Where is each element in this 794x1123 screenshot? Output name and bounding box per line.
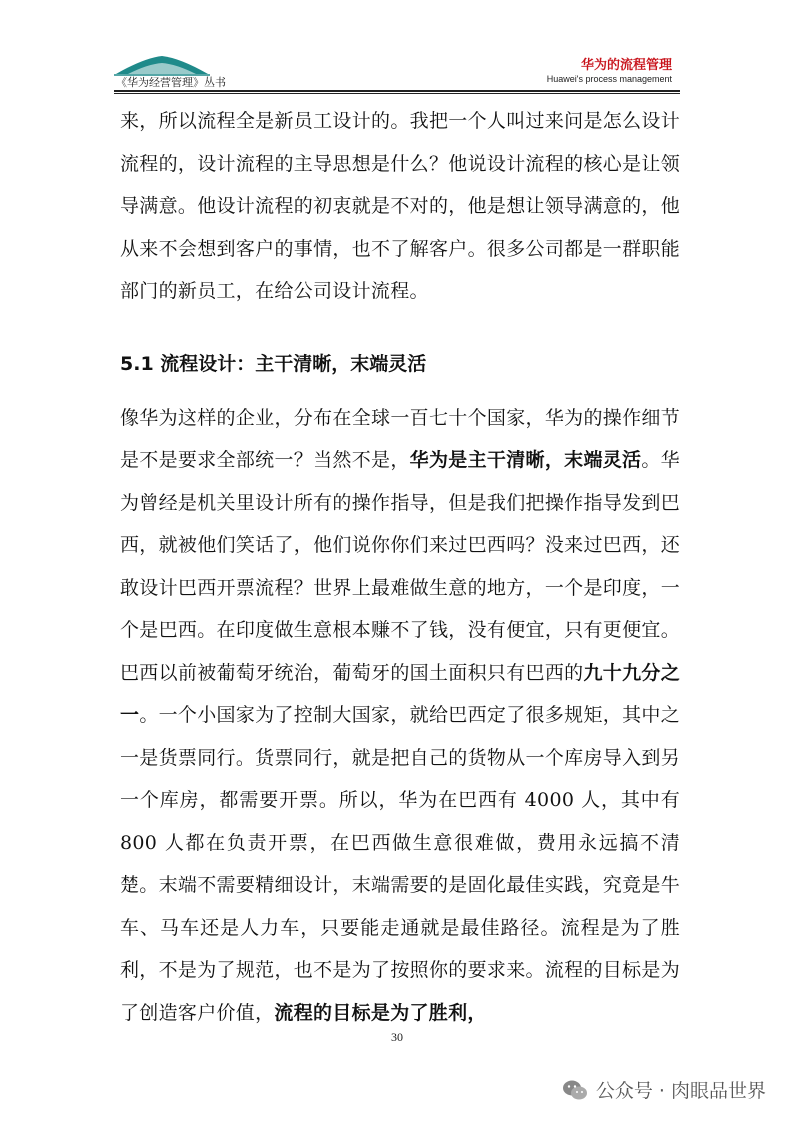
header-divider-thin [114, 93, 680, 94]
para2-bold-d: 九十九分之一 [120, 661, 680, 726]
series-title: 《华为经营管理》丛书 [116, 76, 226, 89]
page-number: 30 [391, 1030, 403, 1044]
brand-title-cn: 华为的流程管理 [580, 58, 672, 73]
para2-text-e: 。一个小国家为了控制大国家，就给巴西定了很多规矩，其中之一是货票同行。货票同行，就是把自己的货物从一个库房导入到另一个库房，都需要开票。所以，华为在巴西有 4000 人，其中有 800 人都在负责开票，在巴西做生意很难做，费用永远搞不清楚。末端不需要精细设计，末端需要的是固化最佳实践，究竟是牛车、马车还是人力车，只要能走通就是最佳路径。流程是为了胜利，不是为了规范，也不是为了按照你的要求来。流程的目标是为了创造客户价值， [120, 704, 680, 1024]
para2-bold-b: 华为是主干清晰，末端灵活 [409, 449, 642, 471]
brand-block [547, 58, 672, 85]
paragraph-1: 来，所以流程全是新员工设计的。我把一个人叫过来问是怎么设计流程的，设计流程的主导思想是什么？他说设计流程的核心是让领导满意。他设计流程的初衷就是不对的，他是想让领导满意的，他从来不会想到客户的事情，也不了解客户。很多公司都是一群职能部门的新员工，在给公司设计流程。 [120, 110, 680, 302]
watermark-text: 公众号 · 肉眼品世界 [595, 1080, 766, 1102]
brand-title-en: Huawei's process management [546, 74, 672, 84]
page-header [0, 0, 794, 100]
paragraph-2 [120, 397, 680, 1035]
para2-text-c: 。华为曾经是机关里设计所有的操作指导，但是我们把操作指导发到巴西，就被他们笑话了，他们说你你们来过巴西吗？没来过巴西，还敢设计巴西开票流程？世界上最难做生意的地方，一个是印度，一个是巴西。在印度做生意根本赚不了钱，没有便宜，只有更便宜。巴西以前被葡萄牙统治，葡萄牙的国土面积只有巴西的 [120, 449, 680, 684]
wechat-icon [562, 1079, 588, 1101]
para2-text-a: 像华为这样的企业，分布在全球一百七十个国家，华为的操作细节是不是要求全部统一？当然不是， [120, 406, 680, 471]
para2-bold-f: 流程的目标是为了胜利， [274, 1001, 487, 1024]
page-body [120, 100, 680, 1034]
watermark [562, 1076, 766, 1103]
section-heading: 5.1 流程设计：主干清晰，末端灵活 [120, 352, 427, 375]
header-divider [114, 90, 680, 92]
